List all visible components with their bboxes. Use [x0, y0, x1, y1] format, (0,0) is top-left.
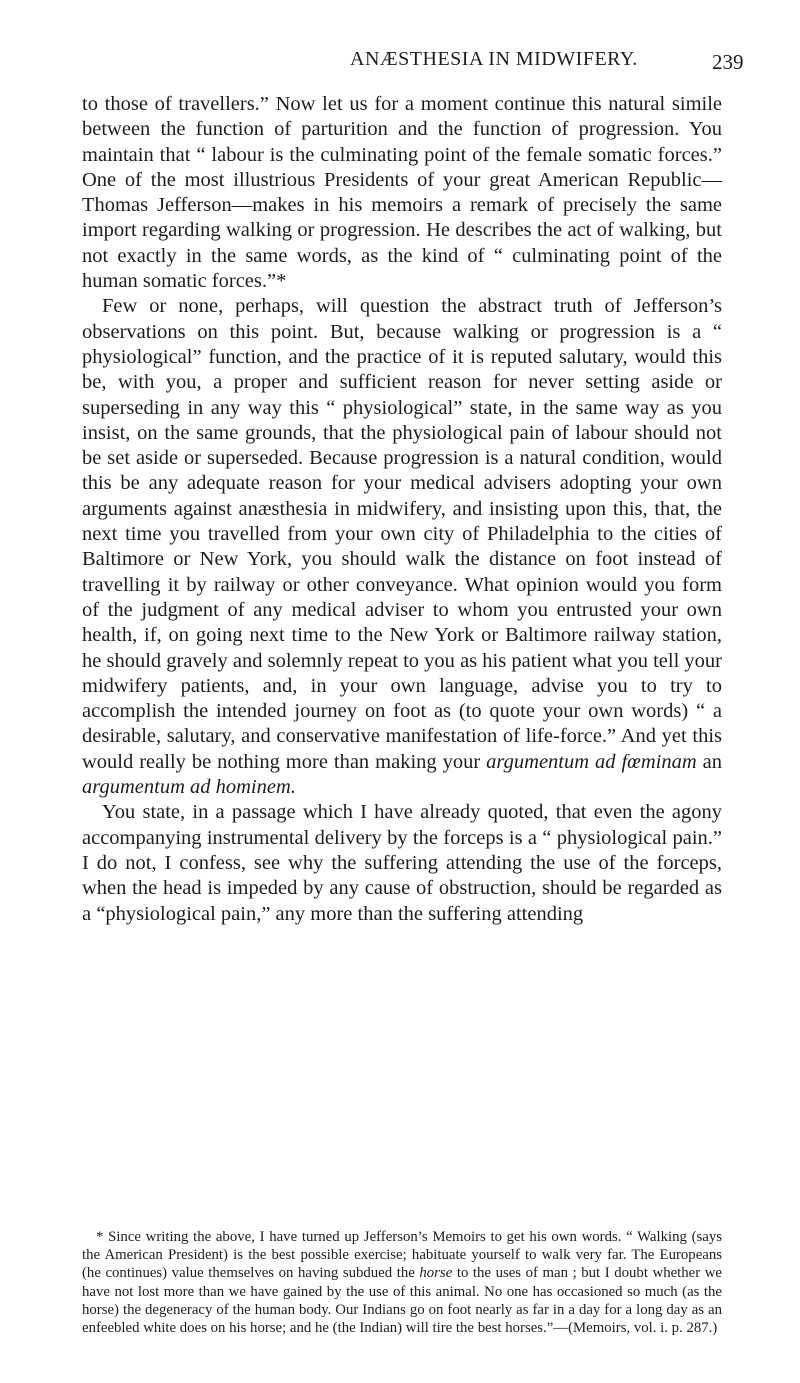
body-text — [82, 92, 722, 927]
footnote-text-2: to the uses of man ; but I doubt whether we have not lost more than we have gained by the use of this animal. No one has occasioned so much (as the horse) the degeneracy of the human body. Our Indians go on foot nearly as far in a day for a long day as an enfeebled white does on his horse; and he (the Indian) will tire the best horses.”—(Memoirs, vol. i. p. 287.) — [82, 1265, 722, 1337]
latin-phrase-1: argumentum ad fœminam — [486, 750, 697, 773]
paragraph-1: to those of travellers.” Now let us for a moment continue this natural simile between the function of parturition and the function of progression. You maintain that “ labour is the culminating point of the female somatic forces.” One of the most illustrious Presidents of your great American Republic—Thomas Jefferson—makes in his memoirs a remark of precisely the same import regarding walking or progression. He describes the act of walking, but not exactly in the same words, as the kind of “ culminating point of the human somatic forces.”* — [82, 93, 722, 293]
page-number: 239 — [712, 50, 744, 74]
latin-phrase-2: argumentum ad hominem. — [82, 776, 296, 799]
paragraph-2-connector: an — [696, 750, 722, 773]
footnote-italic: horse — [419, 1265, 453, 1282]
paragraph-2 — [82, 294, 722, 800]
footnote-text-1: * Since writing the above, I have turned up Jefferson’s Memoirs to get his own words. “ Walking (says the American President) is the best possible exercise; habituate yourself to walk very far. The Europeans (he continues) value themselves on having subdued the — [82, 1229, 722, 1282]
paragraph-3: You state, in a passage which I have already quoted, that even the agony accompanying instrumental delivery by the forceps is a “ physiological pain.” I do not, I confess, see why the suffering attending the use of the forceps, when the head is impeded by any cause of obstruction, should be regarded as a “physiological pain,” any more than the suffering attending — [82, 801, 722, 925]
footnote — [82, 1228, 722, 1337]
paragraph-2-text: Few or none, perhaps, will question the abstract truth of Jefferson’s observations on this point. But, because walking or progression is a “ physiological” function, and the practice of it is reputed salutary, would this be, with you, a proper and sufficient reason for never setting aside or superseding in any way this “ physiological” state, in the same way as you insist, on the same grounds, that the physiological pain of labour should not be set aside or superseded. Because progression is a natural condition, would this be any adequate reason for your medical advisers adopting your own arguments against anæsthesia in midwifery, and insisting upon this, that, the next time you travelled from your own city of Philadelphia to the cities of Baltimore or New York, you should walk the distance on foot instead of travelling it by railway or other conveyance. What opinion would you form of the judgment of any medical adviser to whom you entrusted your own health, if, on going next time to the New York or Baltimore railway station, he should gravely and solemnly repeat to you as his patient what you tell your midwifery patients, and, in your own language, advise you to try to accomplish the intended journey on foot as (to quote your own words) “ a desirable, salutary, and conservative manifestation of life-force.” And yet this would really be nothing more than making your — [82, 295, 722, 773]
running-head: ANÆSTHESIA IN MIDWIFERY. — [350, 48, 638, 70]
